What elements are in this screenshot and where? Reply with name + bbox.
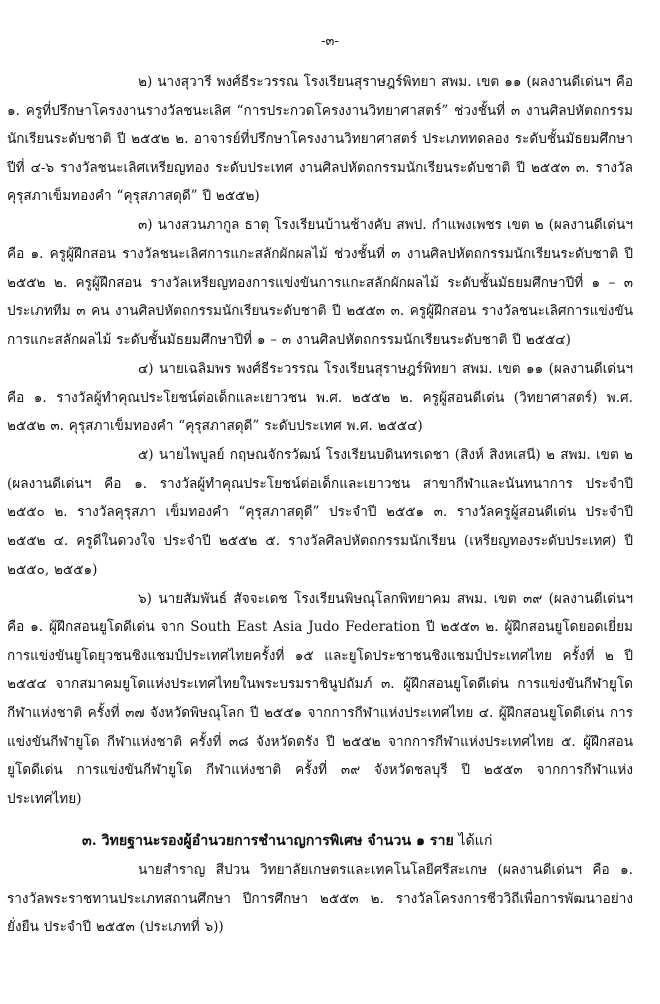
entry-3-suanphakun: ๓) นางสวนภากูล ธาตุ โรงเรียนบ้านช้างคับ สพป. กำแพงเพชร เขต ๒ (ผลงานดีเด่นฯ คือ ๑. ครูผู้ฝึกสอน รางวัลชนะเลิศการแกะสลักผักผลไม้ ช่วงชั้นที่ ๓ งานศิลปหัตถกรรมนักเรียนระดับชาติ ปี ๒๕๕๒ ๒. ครูผู้ฝึกสอน รางวัลเหรียญทองการแข่งขันการแกะสลักผักผลไม้ ระดับชั้นมัธยมศึกษาปีที่ ๑ – ๓ ประเภททีม ๓ คน งานศิลปหัตถกรรมนักเรียนระดับชาติ ปี ๒๕๕๓ ๓. ครูผู้ฝึกสอน รางวัลชนะเลิศการแข่งขันการแกะสลักผลไม้ ระดับชั้นมัธยมศึกษาปีที่ ๑ – ๓ งานศิลปหัตถกรรมนักเรียนระดับชาติ ปี ๒๕๕๔): [7, 217, 633, 348]
entry-5-paiboon: ๕) นายไพบูลย์ กฤษณจักรวัฒน์ โรงเรียนบดินทรเดชา (สิงห์ สิงหเสนี) ๒ สพม. เขต ๒ (ผลงานดีเด่นฯ คือ ๑. รางวัลผู้ทำคุณประโยชน์ต่อเด็กและเยาวชน สาขากีฬาและนันทนาการ ประจำปี ๒๕๕๐ ๒. รางวัลคุรุสภา เข็มทองคำ “คุรุสภาสดุดี” ประจำปี ๒๕๕๑ ๓. รางวัลครูผู้สอนดีเด่น ประจำปี ๒๕๕๒ ๔. ครูดีในดวงใจ ประจำปี ๒๕๕๒ ๕. รางวัลศิลปหัตถกรรมนักเรียน (เหรียญทองระดับประเทศ) ปี ๒๕๕๐, ๒๕๕๑): [7, 447, 633, 578]
document-body: [7, 68, 633, 942]
entry-6-sampan: ๖) นายสัมพันธ์ สัจจะเดช โรงเรียนพิษณุโลกพิทยาคม สพม. เขต ๓๙ (ผลงานดีเด่นฯ คือ ๑. ผู้ฝึกสอนยูโดดีเด่น จาก South East Asia Judo Federation ปี ๒๕๕๓ ๒. ผู้ฝึกสอนยูโดยอดเยี่ยม การแข่งขันยูโดยุวชนชิงแชมป์ประเทศไทยครั้งที่ ๑๕ และยูโดประชาชนชิงแชมป์ประเทศไทย ครั้งที่ ๒ ปี ๒๕๕๔ จากสมาคมยูโดแห่งประเทศไทยในพระบรมราชินูปถัมภ์ ๓. ผู้ฝึกสอนยูโดดีเด่น การแข่งขันกีฬายูโด กีฬาแห่งชาติ ครั้งที่ ๓๗ จังหวัดพิษณุโลก ปี ๒๕๕๑ จากการกีฬาแห่งประเทศไทย ๔. ผู้ฝึกสอนยูโดดีเด่น การแข่งขันกีฬายูโด กีฬาแห่งชาติ ครั้งที่ ๓๘ จังหวัดตรัง ปี ๒๕๕๒ จากการกีฬาแห่งประเทศไทย ๕. ผู้ฝึกสอนยูโดดีเด่น การแข่งขันกีฬายูโด กีฬาแห่งชาติ ครั้งที่ ๓๙ จังหวัดชลบุรี ปี ๒๕๕๓ จากการกีฬาแห่งประเทศไทย): [7, 590, 633, 807]
entry-2-suwaree: ๒) นางสุวารี พงศ์ธีระวรรณ โรงเรียนสุราษฎร์พิทยา สพม. เขต ๑๑ (ผลงานดีเด่นฯ คือ ๑. ครูที่ปรึกษาโครงงานรางวัลชนะเลิศ “การประกวดโครงงานวิทยาศาสตร์” ช่วงชั้นที่ ๓ งานศิลปหัตถกรรมนักเรียนระดับชาติ ปี ๒๕๕๒ ๒. อาจารย์ที่ปรึกษาโครงงานวิทยาศาสตร์ ประเภททดลอง ระดับชั้นมัธยมศึกษาปีที่ ๔-๖ รางวัลชนะเลิศเหรียญทอง ระดับประเทศ งานศิลปหัตถกรรมนักเรียนระดับชาติ ปี ๒๕๕๓ ๓. รางวัลคุรุสภาเข็มทองคำ “คุรุสภาสดุดี” ปี ๒๕๕๒): [7, 74, 633, 205]
page-number: -๓-: [321, 34, 339, 49]
section-3-entry-samran: นายสำราญ สีปวน วิทยาลัยเกษตรและเทคโนโลยีศรีสะเกษ (ผลงานดีเด่นฯ คือ ๑. รางวัลพระราชทานประเภทสถานศึกษา ปีการศึกษา ๒๕๕๓ ๒. รางวัลโครงการชีววิถีเพื่อการพัฒนาอย่างยั่งยืน ประจำปี ๒๕๕๓ (ประเภทที่ ๖)): [7, 862, 633, 936]
section-3-heading-suffix: ได้แก่: [453, 833, 493, 850]
entry-4-chaloemporn: ๔) นายเฉลิมพร พงศ์ธีระวรรณ โรงเรียนสุราษฎร์พิทยา สพม. เขต ๑๑ (ผลงานดีเด่นฯ คือ ๑. รางวัลผู้ทำคุณประโยชน์ต่อเด็กและเยาวชน พ.ศ. ๒๕๕๒ ๒. ครูผู้สอนดีเด่น (วิทยาศาสตร์) พ.ศ. ๒๕๕๒ ๓. คุรุสภาเข็มทองคำ “คุรุสภาสดุดี” ระดับประเทศ พ.ศ. ๒๕๕๔): [7, 360, 633, 435]
section-3-heading-text: ๓. วิทยฐานะรองผู้อำนวยการชำนาญการพิเศษ จำนวน ๑ ราย: [82, 833, 454, 850]
section-3-heading: [7, 827, 633, 856]
